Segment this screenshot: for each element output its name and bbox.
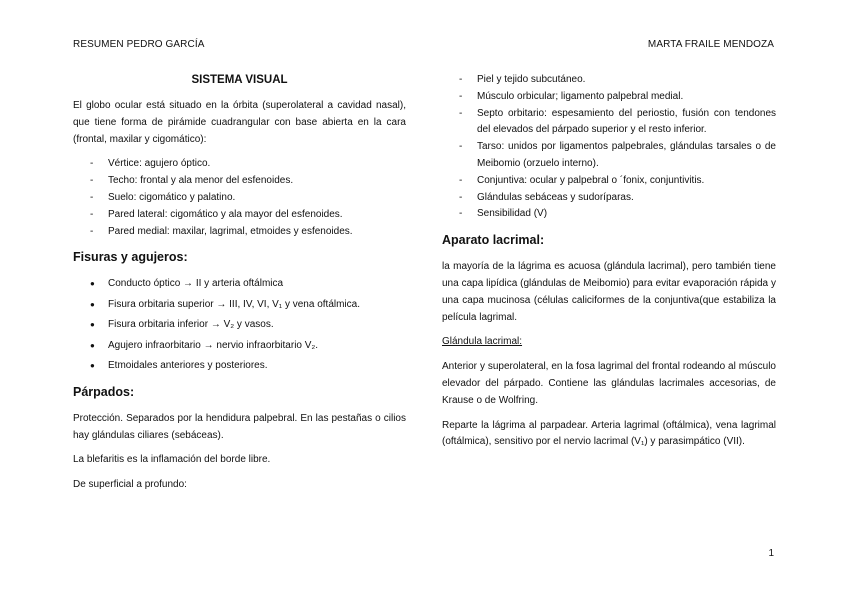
list-item: ● Agujero infraorbitario → nervio infraorbitario V₂. xyxy=(90,338,406,355)
right-column xyxy=(442,72,776,451)
list-item: - Pared lateral: cigomático y ala mayor del esfenoides. xyxy=(90,207,406,224)
list-item: - Piel y tejido subcutáneo. xyxy=(459,72,776,89)
list-item: ● Fisura orbitaria superior → III, IV, VI, V₁ y vena oftálmica. xyxy=(90,297,406,314)
page-number: 1 xyxy=(768,548,774,559)
parpados-paragraph-1: Protección. Separados por la hendidura palpebral. En las pestañas o cilios hay glándulas ciliares (sebáceas). xyxy=(73,412,406,441)
list-item: - Pared medial: maxilar, lagrimal, etmoides y esfenoides. xyxy=(90,224,406,241)
orbit-walls-list xyxy=(73,156,406,240)
list-item: - Glándulas sebáceas y sudoríparas. xyxy=(459,190,776,207)
list-item: - Conjuntiva: ocular y palpebral o ´fonix, conjuntivitis. xyxy=(459,173,776,190)
glandula-paragraph-1: Anterior y superolateral, en la fosa lagrimal del frontal rodeando al músculo elevador del párpado. Contiene las glándulas lacrimales accesorias, de Krause o de Wolfring. xyxy=(442,361,776,406)
header-left: RESUMEN PEDRO GARCÍA xyxy=(73,39,205,50)
list-item: - Músculo orbicular; ligamento palpebral medial. xyxy=(459,89,776,106)
left-column xyxy=(73,72,406,494)
list-item: - Sensibilidad (V) xyxy=(459,206,776,223)
aparato-paragraph: la mayoría de la lágrima es acuosa (glándula lacrimal), pero también tiene una capa lipídica (glándulas de Meibomio) para evitar evaporación rápida y una capa mucinosa (células caliciformes de la conjuntiva(que estabiliza la película lagrimal. xyxy=(442,261,776,323)
eyelid-layers-list xyxy=(442,72,776,223)
glandula-paragraph-2: Reparte la lágrima al parpadear. Arteria lagrimal (oftálmica), vena lagrimal (oftálmica), sensitivo por el nervio lacrimal (V₁) y parasimpático (VII). xyxy=(442,419,776,448)
list-item: - Septo orbitario: espesamiento del periostio, fusión con tendones del elevados del párpado superior y el resto inferior. xyxy=(459,106,776,140)
list-item: - Tarso: unidos por ligamentos palpebrales, glándulas tarsales o de Meibomio (orzuelo interno). xyxy=(459,139,776,173)
list-item: - Techo: frontal y ala menor del esfenoides. xyxy=(90,173,406,190)
glandula-heading: Glándula lacrimal: xyxy=(442,336,523,348)
list-item: ● Conducto óptico → II y arteria oftálmica xyxy=(90,276,406,293)
fisuras-heading: Fisuras y agujeros: xyxy=(73,250,188,265)
list-item: ● Fisura orbitaria inferior → V₂ y vasos. xyxy=(90,317,406,334)
parpados-paragraph-2: La blefaritis es la inflamación del borde libre. xyxy=(73,454,271,466)
page-title: SISTEMA VISUAL xyxy=(191,74,288,86)
parpados-heading: Párpados: xyxy=(73,384,135,399)
list-item: - Suelo: cigomático y palatino. xyxy=(90,190,406,207)
list-item: ● Etmoidales anteriores y posteriores. xyxy=(90,358,406,375)
aparato-heading: Aparato lacrimal: xyxy=(442,233,545,248)
header-right: MARTA FRAILE MENDOZA xyxy=(647,39,774,50)
list-item: - Vértice: agujero óptico. xyxy=(90,156,406,173)
fisuras-list xyxy=(73,276,406,375)
parpados-paragraph-3: De superficial a profundo: xyxy=(73,479,187,491)
intro-paragraph: El globo ocular está situado en la órbita (superolateral a cavidad nasal), que tiene forma de pirámide cuadrangular con base abierta en la cara (frontal, maxilar y cigomático): xyxy=(73,100,406,145)
